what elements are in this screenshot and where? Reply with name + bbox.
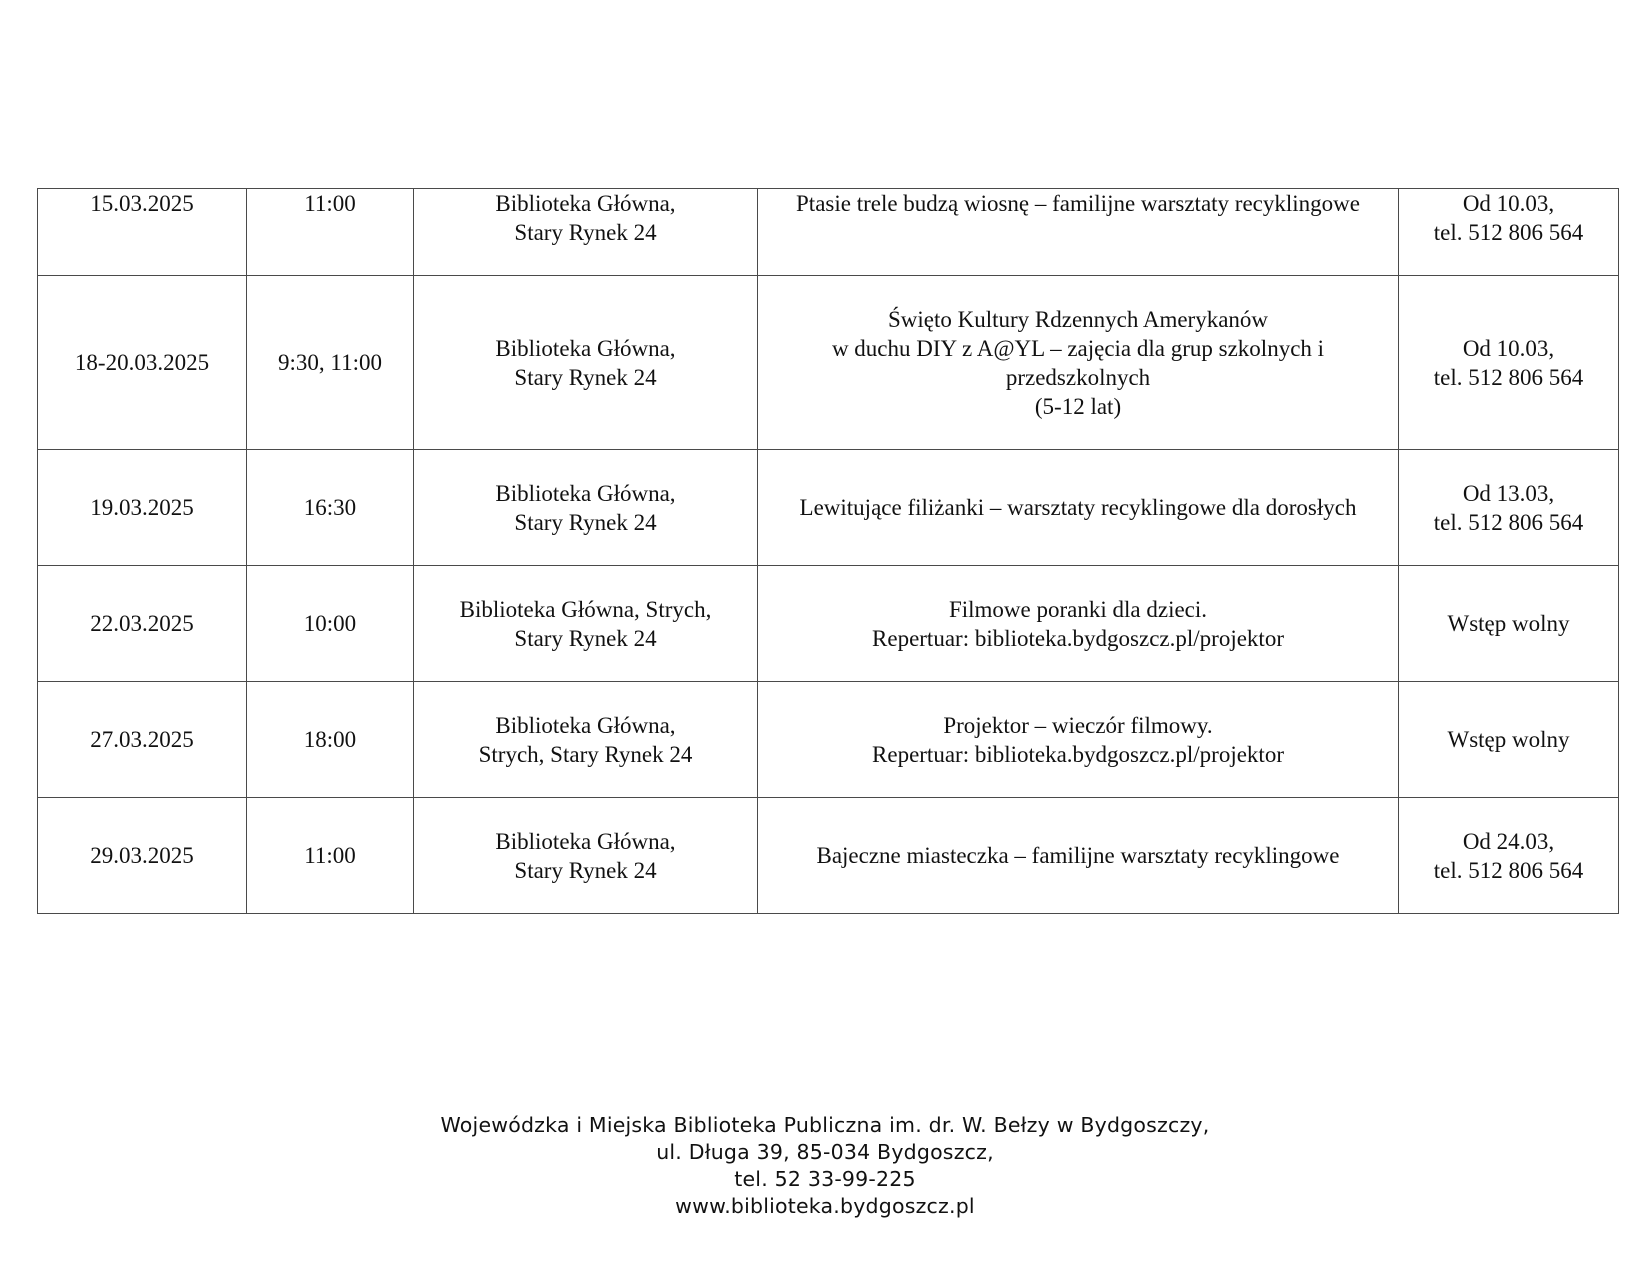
event-line: Projektor – wieczór filmowy. xyxy=(943,712,1213,738)
library-footer xyxy=(0,1112,1650,1220)
event-time: 11:00 xyxy=(247,798,414,914)
event-registration xyxy=(1399,276,1619,450)
info-line: Od 10.03, xyxy=(1462,191,1555,216)
place-line: Stary Rynek 24 xyxy=(514,509,657,535)
table-row xyxy=(38,566,1619,682)
event-date: 27.03.2025 xyxy=(38,682,247,798)
place-line: Biblioteka Główna, xyxy=(495,191,676,216)
event-time: 11:00 xyxy=(247,189,414,276)
info-line: tel. 512 806 564 xyxy=(1433,857,1584,883)
table-row xyxy=(38,450,1619,566)
place-line: Stary Rynek 24 xyxy=(514,364,657,390)
place-line: Stary Rynek 24 xyxy=(514,220,657,245)
event-date: 15.03.2025 xyxy=(38,189,247,276)
place-line: Biblioteka Główna, Strych, xyxy=(459,596,712,622)
place-line: Biblioteka Główna, xyxy=(495,712,676,738)
event-time: 18:00 xyxy=(247,682,414,798)
event-line: Repertuar: biblioteka.bydgoszcz.pl/projektor xyxy=(872,625,1284,651)
event-date: 19.03.2025 xyxy=(38,450,247,566)
event-place xyxy=(414,798,758,914)
place-line: Biblioteka Główna, xyxy=(495,828,676,854)
event-time: 16:30 xyxy=(247,450,414,566)
event-title xyxy=(758,276,1399,450)
event-time: 10:00 xyxy=(247,566,414,682)
event-place xyxy=(414,450,758,566)
event-place xyxy=(414,189,758,276)
info-line: tel. 512 806 564 xyxy=(1433,220,1584,245)
event-place xyxy=(414,682,758,798)
table-row xyxy=(38,189,1619,276)
place-line: Stary Rynek 24 xyxy=(514,857,657,883)
event-title xyxy=(758,566,1399,682)
event-registration xyxy=(1399,682,1619,798)
info-line: Wstęp wolny xyxy=(1447,611,1570,636)
footer-website-link[interactable]: www.biblioteka.bydgoszcz.pl xyxy=(675,1194,975,1218)
event-date: 18-20.03.2025 xyxy=(38,276,247,450)
footer-library-name: Wojewódzka i Miejska Biblioteka Publiczna im. dr. W. Bełzy w Bydgoszczy, xyxy=(440,1113,1210,1137)
events-schedule-table xyxy=(37,188,1619,914)
place-line: Stary Rynek 24 xyxy=(514,625,657,651)
place-line: Biblioteka Główna, xyxy=(495,335,676,361)
footer-address: ul. Długa 39, 85-034 Bydgoszcz, xyxy=(656,1140,994,1164)
event-line: Repertuar: biblioteka.bydgoszcz.pl/projektor xyxy=(872,741,1284,767)
event-registration xyxy=(1399,566,1619,682)
event-line: Ptasie trele budzą wiosnę – familijne warsztaty recyklingowe xyxy=(796,191,1360,216)
event-date: 29.03.2025 xyxy=(38,798,247,914)
table-row xyxy=(38,276,1619,450)
event-title xyxy=(758,682,1399,798)
event-title xyxy=(758,798,1399,914)
table-row xyxy=(38,798,1619,914)
info-line: tel. 512 806 564 xyxy=(1433,364,1584,390)
event-registration xyxy=(1399,189,1619,276)
place-line: Biblioteka Główna, xyxy=(495,480,676,506)
info-line: Od 10.03, xyxy=(1462,335,1555,361)
info-line: tel. 512 806 564 xyxy=(1433,509,1584,535)
event-title xyxy=(758,450,1399,566)
event-title xyxy=(758,189,1399,276)
info-line: Od 24.03, xyxy=(1462,828,1555,854)
info-line: Wstęp wolny xyxy=(1447,727,1570,752)
footer-phone: tel. 52 33-99-225 xyxy=(734,1167,916,1191)
event-line: Filmowe poranki dla dzieci. xyxy=(948,596,1208,622)
info-line: Od 13.03, xyxy=(1462,480,1555,506)
event-time: 9:30, 11:00 xyxy=(247,276,414,450)
event-line: w duchu DIY z A@YL – zajęcia dla grup szkolnych i przedszkolnych xyxy=(831,335,1325,390)
event-place xyxy=(414,566,758,682)
event-line: Bajeczne miasteczka – familijne warsztaty recyklingowe xyxy=(816,843,1340,868)
event-date: 22.03.2025 xyxy=(38,566,247,682)
place-line: Strych, Stary Rynek 24 xyxy=(478,741,693,767)
event-line: Lewitujące filiżanki – warsztaty recyklingowe dla dorosłych xyxy=(799,495,1357,520)
table-row xyxy=(38,682,1619,798)
event-registration xyxy=(1399,798,1619,914)
event-registration xyxy=(1399,450,1619,566)
event-line: (5-12 lat) xyxy=(1034,393,1122,419)
event-line: Święto Kultury Rdzennych Amerykanów xyxy=(887,306,1269,332)
event-place xyxy=(414,276,758,450)
